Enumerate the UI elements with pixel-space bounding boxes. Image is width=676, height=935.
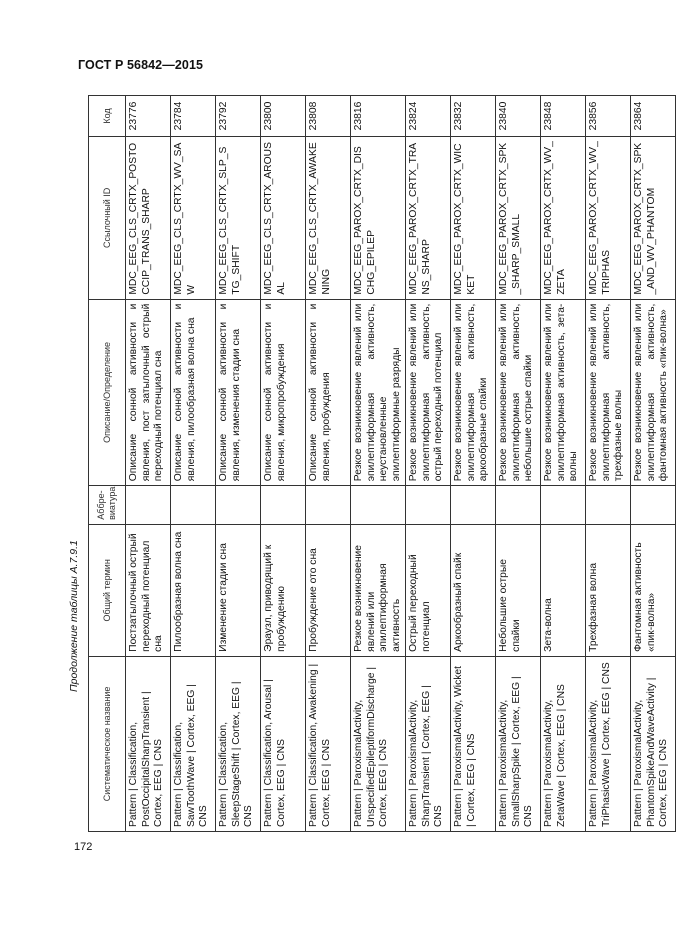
cell-code: 23856: [586, 96, 631, 137]
cell-common-term: Эраузл, приводящий к пробуждению: [261, 524, 306, 656]
cell-description: Резкое возникновение явлений или эпилептиформная активность, острый переходный потенциал: [406, 299, 451, 486]
table-row: [541, 96, 586, 832]
cell-systematic-name: Pattern | Classification, Awakening | Cortex, EEG | CNS: [306, 656, 351, 831]
cell-abbreviation: [171, 486, 216, 525]
cell-reference-id: MDC_EEG_CLS_CRTX_AWAKENING: [306, 137, 351, 300]
table-row: [171, 96, 216, 832]
cell-abbreviation: [351, 486, 406, 525]
cell-systematic-name: Pattern | Classification, SleepStageShift | Cortex, EEG | CNS: [216, 656, 261, 831]
cell-reference-id: MDC_EEG_CLS_CRTX_SLP_STG_SHIFT: [216, 137, 261, 300]
table-row: [216, 96, 261, 832]
cell-common-term: Постзатылочный острый переходный потенциал сна: [126, 524, 171, 656]
table-row: [126, 96, 171, 832]
page-number: 172: [74, 841, 93, 853]
cell-systematic-name: Pattern | Classification, PostOccipitalSharpTransient | Cortex, EEG | CNS: [126, 656, 171, 831]
header-reference-id: Ссылочный ID: [89, 137, 126, 300]
cell-common-term: Пилообразная волна сна: [171, 524, 216, 656]
cell-code: 23800: [261, 96, 306, 137]
cell-common-term: Трехфазная волна: [586, 524, 631, 656]
table-row: [306, 96, 351, 832]
cell-common-term: Пробуждение ото сна: [306, 524, 351, 656]
cell-common-term: Небольшие острые спайки: [496, 524, 541, 656]
header-systematic-name: Систематическое название: [89, 656, 126, 831]
cell-systematic-name: Pattern | ParoxismalActivity, UnspecifiedEpileptiformDischarge | Cortex, EEG | CNS: [351, 656, 406, 831]
cell-common-term: Изменение стадии сна: [216, 524, 261, 656]
rotated-table-container: [88, 95, 670, 832]
table-continuation-caption: Продолжение таблицы А.7.9.1: [68, 540, 80, 692]
cell-abbreviation: [496, 486, 541, 525]
cell-description: Резкое возникновение явлений или эпилептиформная активность, трехфазные волны: [586, 299, 631, 486]
cell-description: Описание сонной активности и явления, пост затылочный острый переходный потенциал сна: [126, 299, 171, 486]
header-description: Описание/Определение: [89, 299, 126, 486]
cell-reference-id: MDC_EEG_PAROX_CRTX_WV_ZETA: [541, 137, 586, 300]
cell-reference-id: MDC_EEG_CLS_CRTX_WV_SAW: [171, 137, 216, 300]
document-title: ГОСТ Р 56842—2015: [78, 58, 204, 72]
cell-systematic-name: Pattern | ParoxismalActivity, SharpTransient | Cortex, EEG | CNS: [406, 656, 451, 831]
cell-abbreviation: [216, 486, 261, 525]
cell-systematic-name: Pattern | ParoxismalActivity, Wicket | Cortex, EEG | CNS: [451, 656, 496, 831]
header-abbreviation: Аббре-виатура: [89, 486, 126, 525]
cell-systematic-name: Pattern | Classification, Arousal | Cortex, EEG | CNS: [261, 656, 306, 831]
cell-reference-id: MDC_EEG_PAROX_CRTX_TRANS_SHARP: [406, 137, 451, 300]
header-common-term: Общий термин: [89, 524, 126, 656]
cell-description: Резкое возникновение явлений или эпилептиформная активность, фантомная активность «пик-волна»: [631, 299, 676, 486]
cell-code: 23816: [351, 96, 406, 137]
cell-reference-id: MDC_EEG_PAROX_CRTX_SPK_SHARP_SMALL: [496, 137, 541, 300]
cell-reference-id: MDC_EEG_PAROX_CRTX_DISCHG_EPILEP: [351, 137, 406, 300]
cell-description: Описание сонной активности и явления, микропробуждения: [261, 299, 306, 486]
terms-table: [88, 95, 676, 832]
table-row: [406, 96, 451, 832]
cell-abbreviation: [541, 486, 586, 525]
cell-abbreviation: [451, 486, 496, 525]
cell-reference-id: MDC_EEG_PAROX_CRTX_SPK_AND_WV_PHANTOM: [631, 137, 676, 300]
cell-reference-id: MDC_EEG_CLS_CRTX_POSTOCCIP_TRANS_SHARP: [126, 137, 171, 300]
cell-common-term: Аркообразный спайк: [451, 524, 496, 656]
cell-code: 23784: [171, 96, 216, 137]
cell-description: Резкое возникновение явлений или эпилептиформная активность, зета-волны: [541, 299, 586, 486]
table-row: [261, 96, 306, 832]
cell-systematic-name: Pattern | ParoxismalActivity, PhantomSpikeAndWaveActivity | Cortex, EEG | CNS: [631, 656, 676, 831]
cell-abbreviation: [406, 486, 451, 525]
cell-code: 23864: [631, 96, 676, 137]
cell-code: 23776: [126, 96, 171, 137]
cell-description: Резкое возникновение явлений или эпилептиформная активность, неустановленные эпилептиформные разряды: [351, 299, 406, 486]
cell-abbreviation: [126, 486, 171, 525]
cell-description: Описание сонной активности и явления, изменения стадии сна: [216, 299, 261, 486]
cell-code: 23824: [406, 96, 451, 137]
cell-reference-id: MDC_EEG_PAROX_CRTX_WV_TRIPHAS: [586, 137, 631, 300]
cell-code: 23832: [451, 96, 496, 137]
cell-systematic-name: Pattern | ParoxismalActivity, SmallSharpSpike | Cortex, EEG | CNS: [496, 656, 541, 831]
cell-description: Резкое возникновение явлений или эпилептиформная активность, аркообразные спайки: [451, 299, 496, 486]
cell-common-term: Фантомная активность «пик-волна»: [631, 524, 676, 656]
cell-code: 23848: [541, 96, 586, 137]
cell-abbreviation: [586, 486, 631, 525]
table-row: [451, 96, 496, 832]
cell-systematic-name: Pattern | ParoxismalActivity, ZetaWave | Cortex, EEG | CNS: [541, 656, 586, 831]
cell-description: Резкое возникновение явлений или эпилептиформная активность, небольшие острые спайки: [496, 299, 541, 486]
cell-description: Описание сонной активности и явления, пилообразная волна сна: [171, 299, 216, 486]
table-row: [351, 96, 406, 832]
table-row: [631, 96, 676, 832]
cell-code: 23808: [306, 96, 351, 137]
cell-abbreviation: [261, 486, 306, 525]
cell-abbreviation: [631, 486, 676, 525]
cell-code: 23792: [216, 96, 261, 137]
cell-common-term: Острый переходный потенциал: [406, 524, 451, 656]
table-row: [496, 96, 541, 832]
table-row: [586, 96, 631, 832]
cell-abbreviation: [306, 486, 351, 525]
cell-common-term: Зета-волна: [541, 524, 586, 656]
table-header-row: [89, 96, 126, 832]
cell-systematic-name: Pattern | ParoxismalActivity, TriPhasicWave | Cortex, EEG | CNS: [586, 656, 631, 831]
cell-common-term: Резкое возникновение явлений или эпилептиформная активность: [351, 524, 406, 656]
cell-reference-id: MDC_EEG_CLS_CRTX_AROUSAL: [261, 137, 306, 300]
cell-code: 23840: [496, 96, 541, 137]
cell-description: Описание сонной активности и явления, пробуждения: [306, 299, 351, 486]
cell-reference-id: MDC_EEG_PAROX_CRTX_WICKET: [451, 137, 496, 300]
header-code: Код: [89, 96, 126, 137]
cell-systematic-name: Pattern | Classification, SawToothWave | Cortex, EEG | CNS: [171, 656, 216, 831]
